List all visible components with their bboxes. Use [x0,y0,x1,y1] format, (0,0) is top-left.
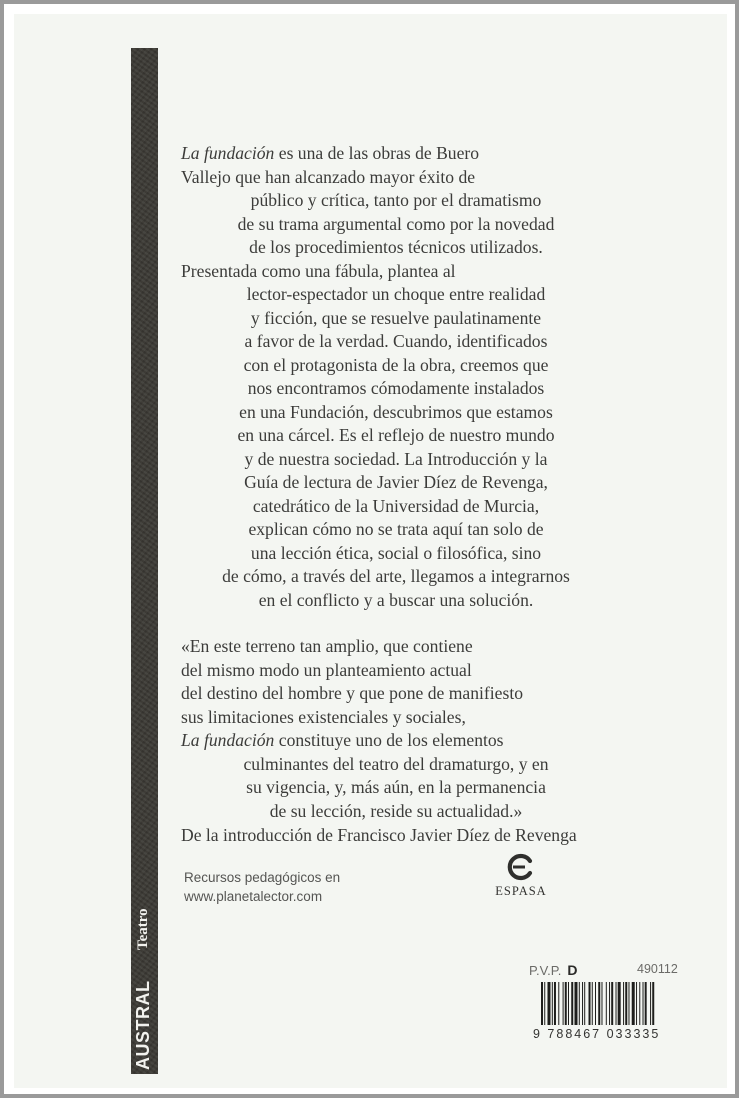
publisher-name: ESPASA [495,884,547,898]
resources-url: www.planetalector.com [184,889,323,904]
barcode-bar [611,982,613,1025]
product-code: 490112 [637,962,678,976]
text-line: catedrático de la Universidad de Murcia, [252,495,540,516]
summary-paragraph [181,142,611,612]
text-line: en el conflicto y a buscar una solución. [258,589,534,610]
text-line: nos encontramos cómodamente instalados [247,378,545,398]
text-line: público y crítica, tanto por el dramatismo [250,190,542,210]
text-line: del destino del hombre y que pone de manifiesto [181,683,524,703]
barcode-bar [643,982,644,1025]
barcode-bar [616,982,617,1025]
quote-attribution: De la introducción de Francisco Javier Díez de Revenga [181,825,577,845]
barcode-bar [652,982,654,1025]
text-line: en una cárcel. Es el reflejo de nuestro mundo [237,425,555,445]
barcode-bar [544,982,545,1025]
barcode-bar [554,982,556,1025]
barcode-bar [623,982,624,1025]
text-line: lector-espectador un choque entre realidad [246,284,546,304]
quote-paragraph [181,635,611,823]
text-line: una lección ética, social o filosófica, sino [250,542,542,563]
text-line: sus limitaciones existenciales y sociales, [181,706,466,727]
barcode-bar [650,982,651,1025]
barcode-bar [563,982,564,1025]
barcode-bar [558,982,559,1025]
price-text: P.V.P. [529,963,562,978]
collection-name: Teatro [135,908,151,950]
resources-note [184,868,340,906]
resources-line: Recursos pedagógicos en [184,870,341,885]
barcode-bar [598,982,600,1025]
text-line: y de nuestra sociedad. La Introducción y la [244,448,548,469]
text-line: de su lección, reside su actualidad.» [269,800,523,821]
text-line: con el protagonista de la obra, creemos que [243,354,549,375]
price-letter: D [567,962,578,978]
text-line: Guía de lectura de Javier Díez de Revenga, [244,472,548,492]
text-line: «En este terreno tan amplio, que contiene [181,636,473,656]
text-line: en una Fundación, descubrimos que estamos [239,401,553,422]
publisher-logo [486,852,556,899]
barcode-bar [592,982,593,1025]
barcode-bar [606,982,607,1025]
book-title: La fundación [181,730,275,750]
barcode-bar [565,982,567,1025]
barcode-bar [571,982,573,1025]
barcode-bar [589,982,591,1025]
barcode-graphic [541,982,691,1025]
text-line: La fundación constituye uno de los elementos [181,730,504,750]
series-name: AUSTRAL [133,980,153,1070]
text-line: explican cómo no se trata aquí tan solo de [248,519,544,539]
espasa-e-icon [506,852,536,882]
barcode-bar [645,982,647,1025]
text-line: La fundación es una de las obras de Buero [181,143,480,163]
text-line: Vallejo que han alcanzado mayor éxito de [181,166,476,187]
barcode-bar [618,982,621,1025]
barcode-bar [579,982,580,1025]
text-line: de los procedimientos técnicos utilizados. [249,237,543,257]
barcode-bar [582,982,583,1025]
barcode-bar [584,982,585,1025]
text-line: su vigencia, y, más aún, en la permanencia [246,777,546,797]
blurb-text [181,142,611,848]
barcode-bar [601,982,602,1025]
isbn-number: 9 788467 033335 [533,1027,661,1041]
barcode-bar [547,982,550,1025]
barcode-bar [636,982,637,1025]
text-line: de cómo, a través del arte, llegamos a integrarnos [222,566,570,586]
barcode-bar [568,982,569,1025]
price-label [529,962,577,978]
barcode-bar [628,982,629,1025]
barcode-bar [595,982,596,1025]
barcode-bar [625,982,627,1025]
text-line: del mismo modo un planteamiento actual [181,659,472,680]
barcode-bar [609,982,610,1025]
barcode-bar [574,982,577,1025]
book-title: La fundación [181,143,275,163]
text-line: culminantes del teatro del dramaturgo, y en [243,753,549,774]
text-line: de su trama argumental como por la novedad [237,213,555,234]
spine-strip [131,48,158,1074]
text-line: a favor de la verdad. Cuando, identificados [244,331,548,351]
book-back-cover [14,14,727,1088]
barcode-bar [632,982,635,1025]
barcode-bar [639,982,640,1025]
text-line: y ficción, que se resuelve paulatinamente [250,307,542,328]
barcode-bar [552,982,553,1025]
barcode-bar [541,982,543,1025]
text-line: Presentada como una fábula, plantea al [181,260,456,281]
